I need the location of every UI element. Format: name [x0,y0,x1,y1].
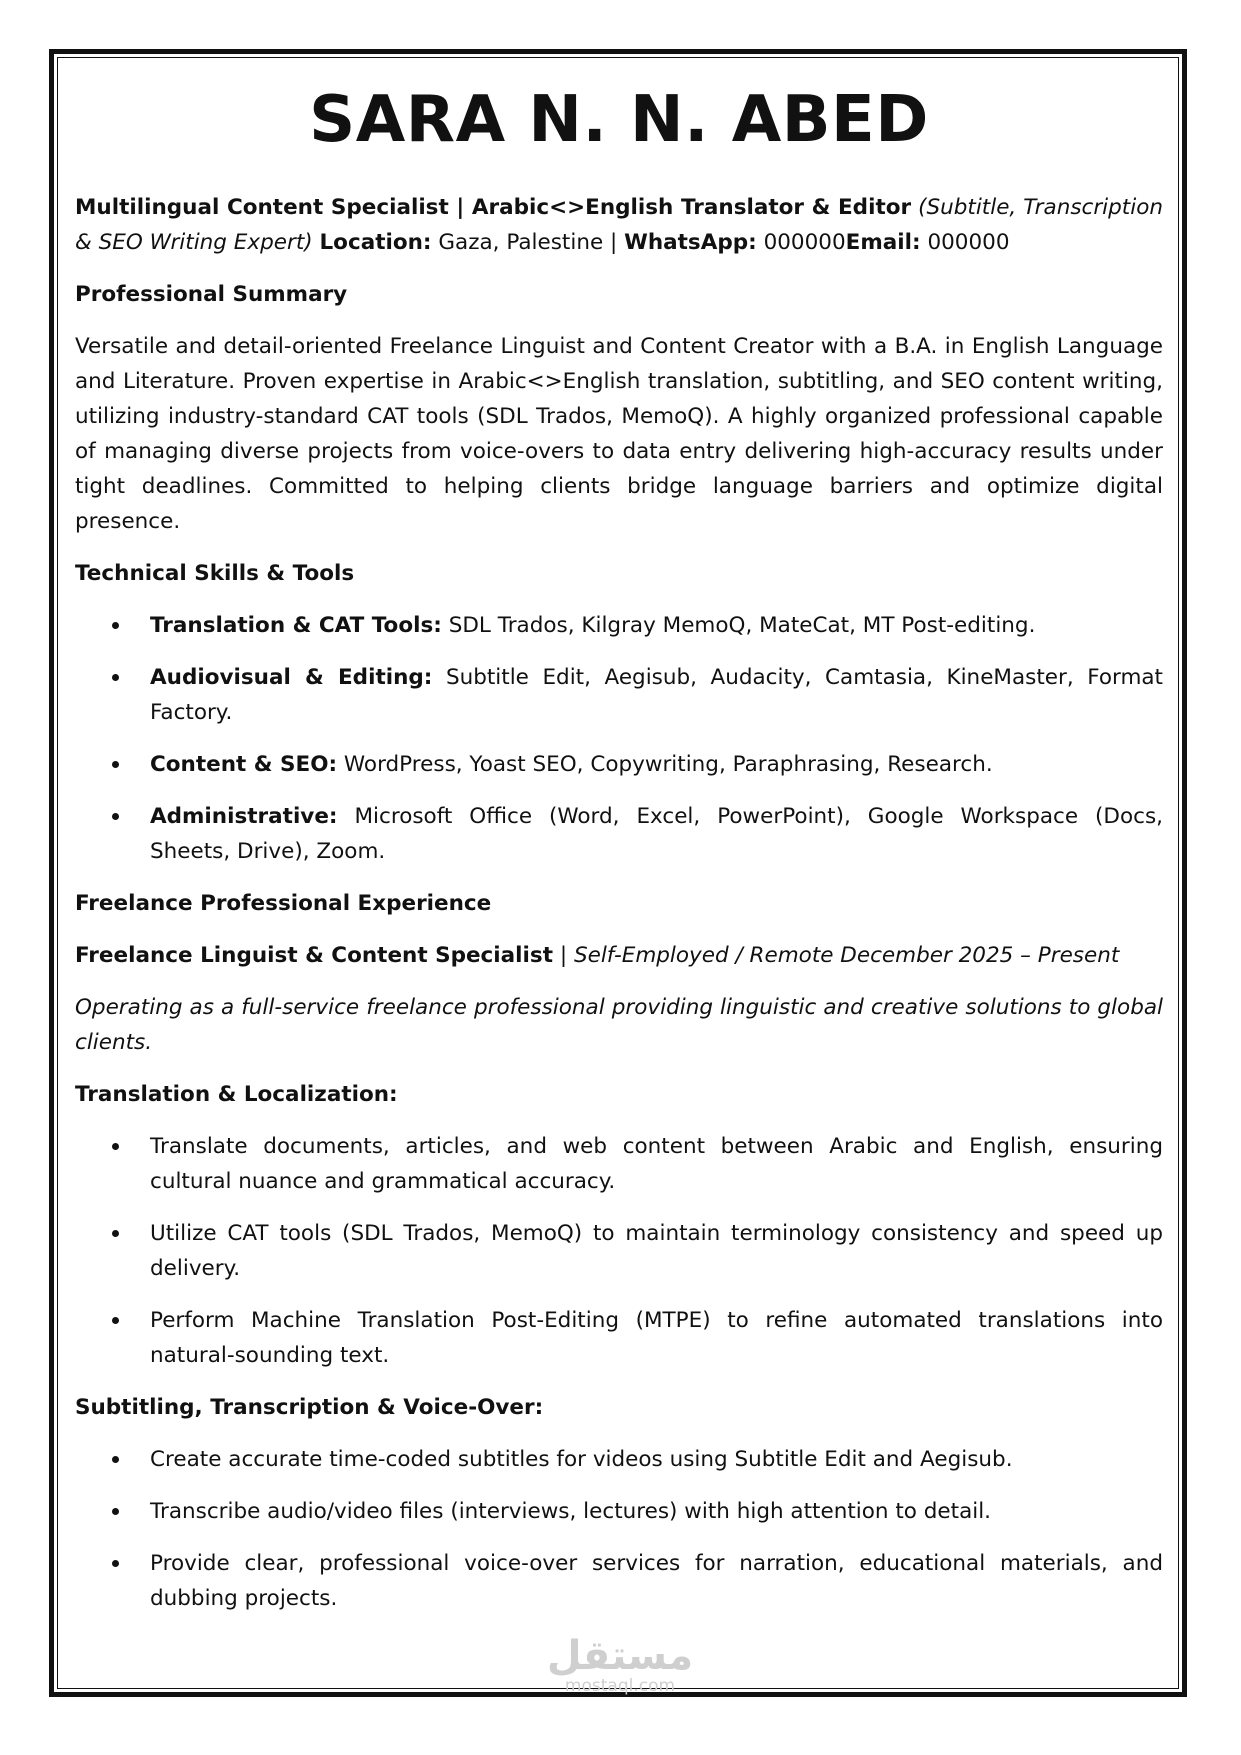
skill-item-audiovisual [75,660,1163,730]
list-item [75,1494,1163,1529]
watermark-arabic: مستقل [546,1633,694,1679]
list-item [75,1216,1163,1286]
list-item-text: Transcribe audio/video files (interviews, lectures) with high attention to detail. [150,1499,992,1524]
role-separator: | [559,943,568,968]
list-item [75,1303,1163,1373]
skill-item-content-seo [75,747,1163,782]
subtitling-group-heading: Subtitling, Transcription & Voice-Over: [75,1395,544,1420]
experience-role-meta: Self-Employed / Remote December 2025 – Present [573,943,1120,968]
list-item-text: Perform Machine Translation Post-Editing (MTPE) to refine automated translations into natural-sounding text. [150,1308,1163,1368]
bullet-icon [112,1508,119,1515]
skill-label: Content & SEO: [150,752,338,777]
whatsapp-label: WhatsApp: [624,230,757,255]
summary-heading: Professional Summary [75,282,348,307]
experience-description: Operating as a full-service freelance professional providing linguistic and creative solutions to global clients. [75,995,1163,1055]
watermark-url: mostaql.com [564,1676,676,1696]
headline-subtitle: (Subtitle, Transcription & SEO Writing Expert) [75,195,1163,255]
location-label: Location: [319,230,432,255]
list-item [75,1442,1163,1477]
email-value: 000000 [927,230,1010,255]
mostaql-watermark [540,1635,700,1695]
skills-heading: Technical Skills & Tools [75,561,355,586]
summary-text: Versatile and detail-oriented Freelance Linguist and Content Creator with a B.A. in English Language and Literature. Proven expertise in Arabic<>English translation, subtitling, and SEO content writing, utilizing industry-standard CAT tools (SDL Trados, MemoQ). A highly organized professional capable of managing diverse projects from voice-overs to data entry delivering high-accuracy results under tight deadlines. Committed to helping clients bridge language barriers and optimize digital presence. [75,334,1163,534]
email-label: Email: [845,230,921,255]
list-item-text: Translate documents, articles, and web content between Arabic and English, ensuring cultural nuance and grammatical accuracy. [150,1134,1163,1194]
skill-label: Administrative: [150,804,338,829]
list-item [75,1546,1163,1616]
bullet-icon [112,622,119,629]
bullet-icon [112,674,119,681]
skill-text: Subtitle Edit, Aegisub, Audacity, Camtasia, KineMaster, Format Factory. [150,665,1163,725]
skills-list [75,608,1163,869]
skill-item-translation [75,608,1163,643]
list-item [75,1129,1163,1199]
experience-heading: Freelance Professional Experience [75,891,492,916]
resume-name: SARA N. N. ABED [309,83,929,157]
bullet-icon [112,1230,119,1237]
bullet-icon [112,1317,119,1324]
headline [75,190,1163,260]
skill-text: SDL Trados, Kilgray MemoQ, MateCat, MT Post-editing. [448,613,1036,638]
skill-text: Microsoft Office (Word, Excel, PowerPoint), Google Workspace (Docs, Sheets, Drive), Zoom. [150,804,1163,864]
headline-title: Multilingual Content Specialist | Arabic<>English Translator & Editor [75,195,912,220]
translation-group-list [75,1129,1163,1373]
bullet-icon [112,1143,119,1150]
skill-item-administrative [75,799,1163,869]
skill-text: WordPress, Yoast SEO, Copywriting, Paraphrasing, Research. [343,752,993,777]
list-item-text: Create accurate time-coded subtitles for videos using Subtitle Edit and Aegisub. [150,1447,1013,1472]
subtitling-group-list [75,1442,1163,1616]
experience-role-line [75,938,1163,973]
whatsapp-value: 000000 [763,230,846,255]
list-item-text: Utilize CAT tools (SDL Trados, MemoQ) to maintain terminology consistency and speed up delivery. [150,1221,1163,1281]
bullet-icon [112,1560,119,1567]
skill-label: Audiovisual & Editing: [150,665,433,690]
location-value: Gaza, Palestine | [438,230,618,255]
bullet-icon [112,761,119,768]
experience-role: Freelance Linguist & Content Specialist [75,943,553,968]
translation-group-heading: Translation & Localization: [75,1082,398,1107]
bullet-icon [112,813,119,820]
bullet-icon [112,1456,119,1463]
skill-label: Translation & CAT Tools: [150,613,442,638]
list-item-text: Provide clear, professional voice-over services for narration, educational materials, and dubbing projects. [150,1551,1163,1611]
resume-content [75,70,1163,1616]
